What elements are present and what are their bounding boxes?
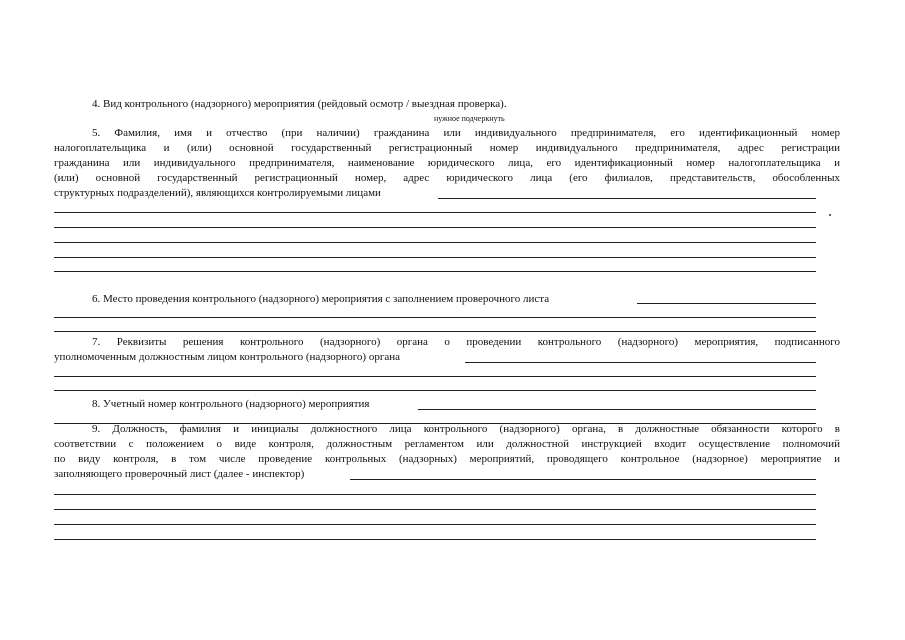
item-7-line-2: уполномоченным должностным лицом контрольного (надзорного) органа	[54, 351, 401, 363]
item-5-line-1: 5. Фамилия, имя и отчество (при наличии) гражданина или индивидуального предпринимателя, его идентификационный номер	[92, 127, 840, 139]
item-9-blank-line-1[interactable]	[54, 494, 816, 495]
item-6-fill-line[interactable]	[637, 303, 816, 304]
item-9-line-2: соответствии с положением о виде контроля, должностным регламентом или должностной инструкцией входит осуществление полномочий	[54, 438, 840, 450]
item-9-fill-line[interactable]	[350, 479, 816, 480]
item-8-fill-line[interactable]	[418, 409, 816, 410]
item-5-line-2: налогоплательщика и (или) основной государственный регистрационный номер индивидуального предпринимателя, адрес регистрации	[54, 142, 840, 154]
item-5-fill-line[interactable]	[438, 198, 816, 199]
item-7-line-1: 7. Реквизиты решения контрольного (надзорного) органа о проведении контрольного (надзорного) мероприятия, подписанного	[92, 336, 840, 348]
item-6-text: 6. Место проведения контрольного (надзорного) мероприятия с заполнением проверочного листа	[92, 293, 550, 305]
item-5-blank-line-2[interactable]	[54, 227, 816, 228]
item-8-text: 8. Учетный номер контрольного (надзорного) мероприятия	[92, 398, 370, 410]
item-6-blank-line-2[interactable]	[54, 331, 816, 332]
item-7-blank-line-2[interactable]	[54, 390, 816, 391]
item-5-line-5: структурных подразделений), являющихся контролируемыми лицами	[54, 187, 381, 199]
item-4-hint: нужное подчеркнуть	[434, 114, 505, 123]
item-9-line-4: заполняющего проверочный лист (далее - инспектор)	[54, 468, 305, 480]
item-5-line-3: гражданина или индивидуального предпринимателя, наименование юридического лица, его идентификационный номер налогоплательщика и	[54, 157, 840, 169]
item-9-line-3: по виду контроля, в том числе проведение контрольных (надзорных) мероприятий, проводящего контрольное (надзорное) мероприятие и	[54, 453, 840, 465]
item-9-blank-line-3[interactable]	[54, 524, 816, 525]
scan-speck	[829, 214, 831, 216]
item-5-line-4: (или) основной государственный регистрационный номер, адрес юридического лица (его филиалов, представительств, обособленных	[54, 172, 840, 184]
item-9-line-1: 9. Должность, фамилия и инициалы должностного лица контрольного (надзорного) органа, в должностные обязанности которого в	[92, 423, 840, 435]
item-6-blank-line-1[interactable]	[54, 317, 816, 318]
item-9-blank-line-2[interactable]	[54, 509, 816, 510]
item-7-blank-line-1[interactable]	[54, 376, 816, 377]
item-5-blank-line-1[interactable]	[54, 212, 816, 213]
item-7-fill-line[interactable]	[465, 362, 816, 363]
item-4-text: 4. Вид контрольного (надзорного) мероприятия (рейдовый осмотр / выездная проверка).	[92, 98, 507, 110]
item-5-blank-line-4[interactable]	[54, 257, 816, 258]
item-9-blank-line-4[interactable]	[54, 539, 816, 540]
item-5-blank-line-3[interactable]	[54, 242, 816, 243]
item-5-blank-line-5[interactable]	[54, 271, 816, 272]
